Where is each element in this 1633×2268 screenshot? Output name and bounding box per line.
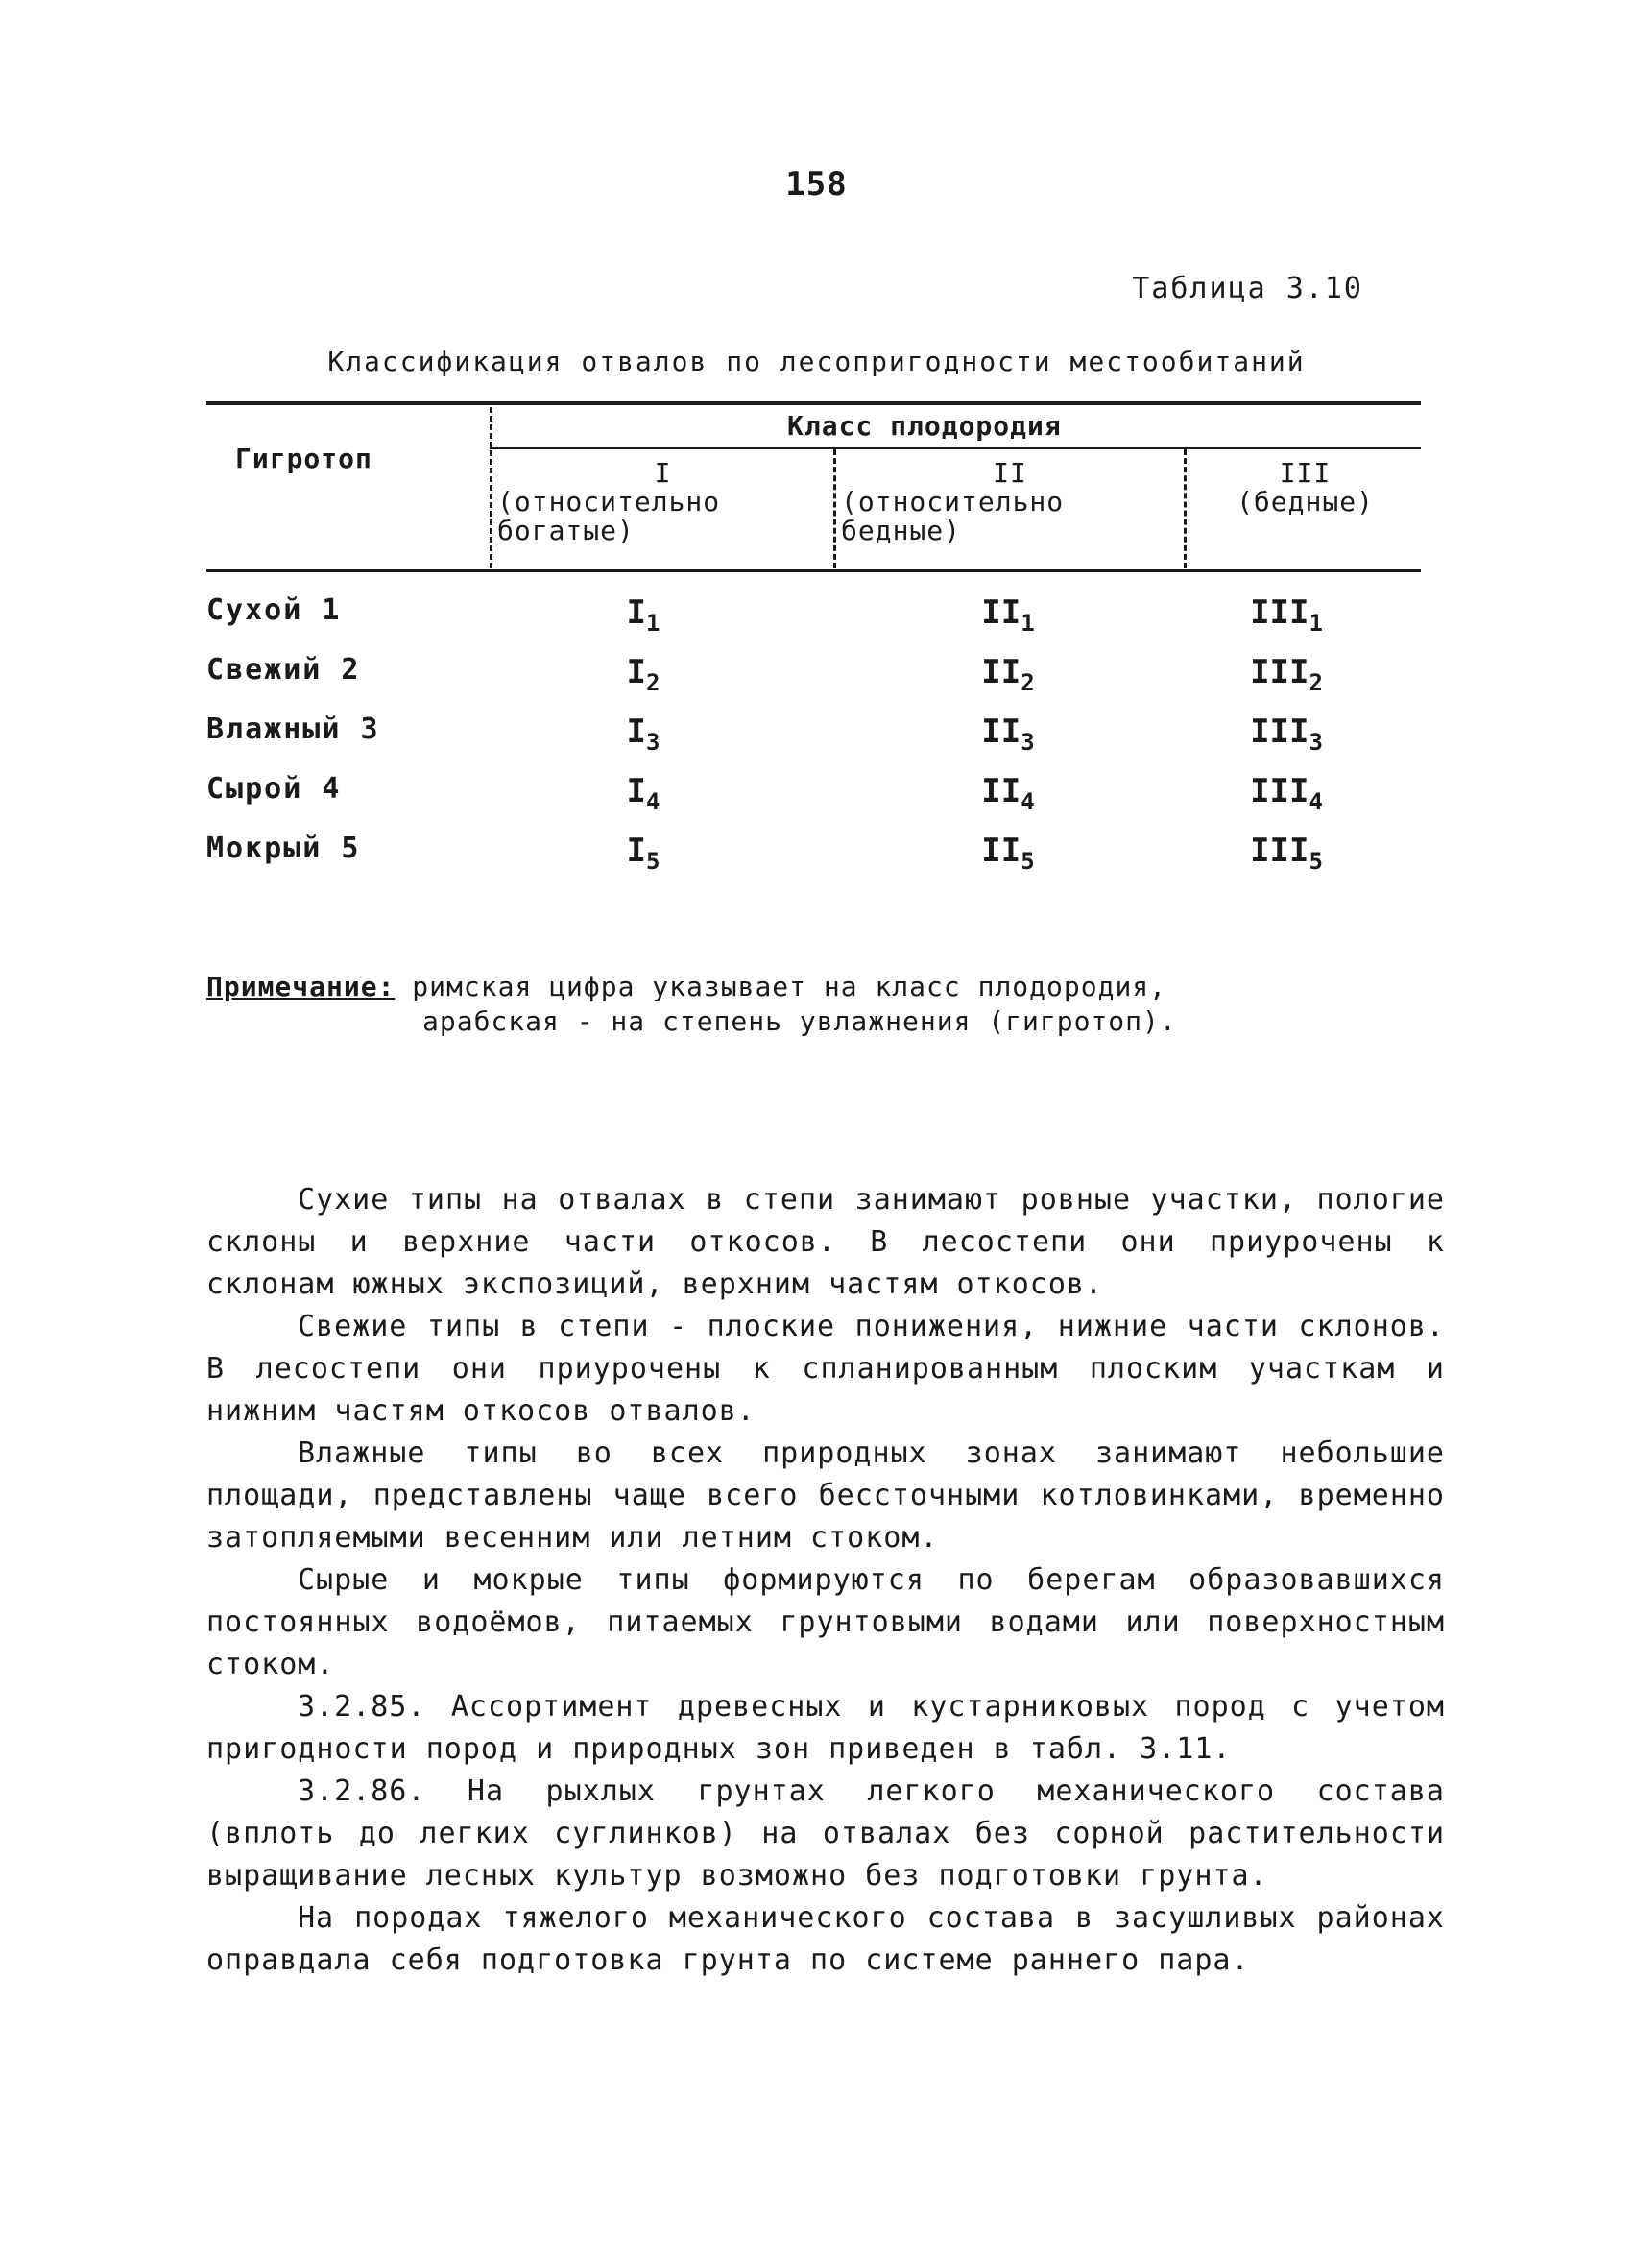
table-cell: $II_1$ bbox=[981, 593, 1035, 637]
column-header-1-desc: (относительно богатые) bbox=[497, 486, 721, 546]
page-number: 158 bbox=[785, 165, 848, 204]
note-label: Примечание: bbox=[206, 971, 396, 1002]
table-cell: $III_5$ bbox=[1250, 832, 1323, 875]
paragraph: 3.2.85. Ассортимент древесных и кустарниковых пород с учетом пригодности пород и природных зон приведен в табл. 3.11. bbox=[206, 1690, 1445, 1766]
column-header-2 bbox=[841, 459, 1179, 545]
table-cell: $I_2$ bbox=[626, 653, 660, 696]
table-divider-col2 bbox=[833, 449, 836, 568]
row-label: Сухой 1 bbox=[206, 593, 342, 627]
table-group-rule bbox=[490, 447, 1421, 449]
table-cell: $III_1$ bbox=[1250, 593, 1323, 637]
paragraph: Влажные типы во всех природных зонах занимают небольшие площади, представлены чаще всего бессточными котловинками, временно затопляемыми весенним или летним стоком. bbox=[206, 1436, 1445, 1555]
note-line-1: римская цифра указывает на класс плодородия, bbox=[412, 971, 1167, 1002]
paragraph: 3.2.86. На рыхлых грунтах легкого механического состава (вплоть до легких суглинков) на отвалах без сорной растительности выращивание лесных культур возможно без подготовки грунта. bbox=[206, 1774, 1445, 1893]
table-title: Классификация отвалов по лесопригодности местообитаний bbox=[327, 346, 1306, 377]
body-text bbox=[206, 1179, 1445, 1982]
paragraph: Свежие типы в степи - плоские понижения, нижние части склонов. В лесостепи они приурочены к спланированным плоским участкам и нижним частям откосов отвалов. bbox=[206, 1310, 1445, 1428]
note-line-2: арабская - на степень увлажнения (гигротоп). bbox=[422, 1005, 1177, 1037]
row-label: Сырой 4 bbox=[206, 772, 342, 806]
table-cell: $II_4$ bbox=[981, 772, 1035, 815]
table-cell: $I_1$ bbox=[626, 593, 660, 637]
table-cell: $I_4$ bbox=[626, 772, 660, 815]
table-note bbox=[206, 970, 1339, 1039]
column-header-3-desc: (бедные) bbox=[1237, 486, 1374, 518]
table-cell: $II_5$ bbox=[981, 832, 1035, 875]
row-label: Свежий 2 bbox=[206, 653, 361, 687]
column-header-3-roman: III bbox=[1279, 457, 1332, 489]
row-label: Мокрый 5 bbox=[206, 832, 361, 865]
column-header-1-roman: I bbox=[654, 457, 672, 489]
table-label: Таблица 3.10 bbox=[1132, 272, 1363, 305]
table-cell: $I_5$ bbox=[626, 832, 660, 875]
paragraph: Сухие типы на отвалах в степи занимают ровные участки, пологие склоны и верхние части откосов. В лесостепи они приурочены к склонам южных экспозиций, верхним частям откосов. bbox=[206, 1183, 1445, 1301]
row-header: Гигротоп bbox=[235, 443, 372, 474]
column-header-3 bbox=[1192, 459, 1418, 517]
group-header: Класс плодородия bbox=[787, 410, 1062, 442]
column-header-2-roman: II bbox=[993, 457, 1027, 489]
table-cell: $II_2$ bbox=[981, 653, 1035, 696]
table-cell: $III_2$ bbox=[1250, 653, 1323, 696]
table-divider-col3 bbox=[1184, 449, 1187, 568]
column-header-2-desc: (относительно бедные) bbox=[841, 486, 1065, 546]
table-divider-stub bbox=[490, 407, 492, 568]
column-header-1 bbox=[497, 459, 829, 545]
table-header-bottom-rule bbox=[206, 569, 1421, 572]
paragraph: На породах тяжелого механического состава в засушливых районах оправдала себя подготовка грунта по системе раннего пара. bbox=[206, 1901, 1445, 1977]
table-cell: $III_3$ bbox=[1250, 712, 1323, 756]
row-label: Влажный 3 bbox=[206, 712, 380, 746]
table-cell: $II_3$ bbox=[981, 712, 1035, 756]
table-top-rule bbox=[206, 401, 1421, 405]
paragraph: Сырые и мокрые типы формируются по берегам образовавшихся постоянных водоёмов, питаемых грунтовыми водами или поверхностным стоком. bbox=[206, 1563, 1445, 1681]
table-cell: $I_3$ bbox=[626, 712, 660, 756]
table-cell: $III_4$ bbox=[1250, 772, 1323, 815]
